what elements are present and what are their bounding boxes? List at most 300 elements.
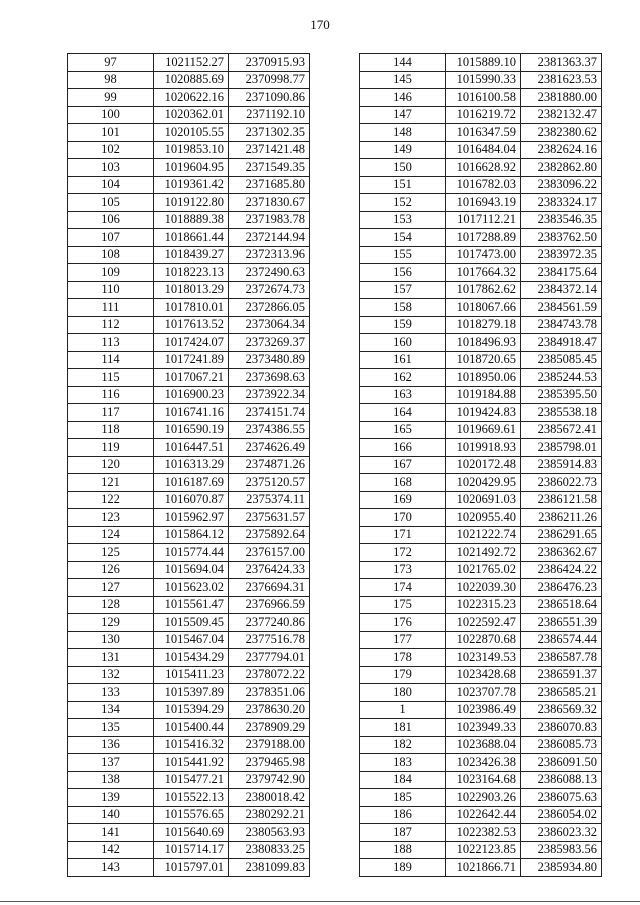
point-number-cell: 158 [360, 299, 446, 317]
table-row [360, 841, 602, 859]
point-number-cell: 128 [68, 596, 154, 614]
y-coordinate-cell: 2377516.78 [229, 631, 310, 649]
y-coordinate-cell: 2386291.65 [521, 526, 602, 544]
x-coordinate-cell: 1016590.19 [154, 421, 229, 439]
y-coordinate-cell: 2373269.37 [229, 334, 310, 352]
x-coordinate-cell: 1015477.21 [154, 771, 229, 789]
point-number-cell: 165 [360, 421, 446, 439]
x-coordinate-cell: 1022123.85 [446, 841, 521, 859]
point-number-cell: 126 [68, 561, 154, 579]
y-coordinate-cell: 2383762.50 [521, 229, 602, 247]
x-coordinate-cell: 1018013.29 [154, 281, 229, 299]
point-number-cell: 181 [360, 719, 446, 737]
y-coordinate-cell: 2377794.01 [229, 649, 310, 667]
table-row [360, 701, 602, 719]
x-coordinate-cell: 1017067.21 [154, 369, 229, 387]
y-coordinate-cell: 2384175.64 [521, 264, 602, 282]
x-coordinate-cell: 1015561.47 [154, 596, 229, 614]
x-coordinate-cell: 1021492.72 [446, 544, 521, 562]
x-coordinate-cell: 1020362.01 [154, 106, 229, 124]
point-number-cell: 130 [68, 631, 154, 649]
x-coordinate-cell: 1016347.59 [446, 124, 521, 142]
y-coordinate-cell: 2371983.78 [229, 211, 310, 229]
point-number-cell: 112 [68, 316, 154, 334]
y-coordinate-cell: 2374871.26 [229, 456, 310, 474]
y-coordinate-cell: 2385085.45 [521, 351, 602, 369]
y-coordinate-cell: 2371549.35 [229, 159, 310, 177]
y-coordinate-cell: 2373698.63 [229, 369, 310, 387]
y-coordinate-cell: 2385914.83 [521, 456, 602, 474]
x-coordinate-cell: 1023164.68 [446, 771, 521, 789]
point-number-cell: 129 [68, 614, 154, 632]
table-row [360, 806, 602, 824]
x-coordinate-cell: 1016313.29 [154, 456, 229, 474]
table-row [68, 369, 310, 387]
x-coordinate-cell: 1018067.66 [446, 299, 521, 317]
x-coordinate-cell: 1019918.93 [446, 439, 521, 457]
x-coordinate-cell: 1015509.45 [154, 614, 229, 632]
x-coordinate-cell: 1020691.03 [446, 491, 521, 509]
y-coordinate-cell: 2373922.34 [229, 386, 310, 404]
point-number-cell: 184 [360, 771, 446, 789]
table-row [360, 474, 602, 492]
table-row [360, 631, 602, 649]
point-number-cell: 115 [68, 369, 154, 387]
point-number-cell: 172 [360, 544, 446, 562]
table-row [68, 579, 310, 597]
point-number-cell: 116 [68, 386, 154, 404]
x-coordinate-cell: 1015774.44 [154, 544, 229, 562]
y-coordinate-cell: 2380292.21 [229, 806, 310, 824]
y-coordinate-cell: 2384918.47 [521, 334, 602, 352]
y-coordinate-cell: 2382132.47 [521, 106, 602, 124]
table-row [68, 334, 310, 352]
table-row [360, 404, 602, 422]
y-coordinate-cell: 2374151.74 [229, 404, 310, 422]
y-coordinate-cell: 2376424.33 [229, 561, 310, 579]
point-number-cell: 141 [68, 824, 154, 842]
y-coordinate-cell: 2385672.41 [521, 421, 602, 439]
table-row [360, 246, 602, 264]
x-coordinate-cell: 1015694.04 [154, 561, 229, 579]
table-row [360, 316, 602, 334]
point-number-cell: 167 [360, 456, 446, 474]
y-coordinate-cell: 2371830.67 [229, 194, 310, 212]
point-number-cell: 114 [68, 351, 154, 369]
x-coordinate-cell: 1016070.87 [154, 491, 229, 509]
y-coordinate-cell: 2371302.35 [229, 124, 310, 142]
table-row [68, 806, 310, 824]
table-row [360, 106, 602, 124]
x-coordinate-cell: 1016447.51 [154, 439, 229, 457]
x-coordinate-cell: 1015576.65 [154, 806, 229, 824]
y-coordinate-cell: 2384561.59 [521, 299, 602, 317]
y-coordinate-cell: 2385934.80 [521, 859, 602, 877]
y-coordinate-cell: 2375374.11 [229, 491, 310, 509]
table-row [360, 299, 602, 317]
y-coordinate-cell: 2371685.80 [229, 176, 310, 194]
x-coordinate-cell: 1023149.53 [446, 649, 521, 667]
x-coordinate-cell: 1016782.03 [446, 176, 521, 194]
point-number-cell: 175 [360, 596, 446, 614]
table-row [68, 824, 310, 842]
point-number-cell: 159 [360, 316, 446, 334]
table-row [360, 789, 602, 807]
table-row [68, 789, 310, 807]
point-number-cell: 138 [68, 771, 154, 789]
point-number-cell: 145 [360, 71, 446, 89]
y-coordinate-cell: 2375631.57 [229, 509, 310, 527]
y-coordinate-cell: 2382862.80 [521, 159, 602, 177]
x-coordinate-cell: 1023426.38 [446, 754, 521, 772]
y-coordinate-cell: 2381363.37 [521, 54, 602, 72]
point-number-cell: 164 [360, 404, 446, 422]
x-coordinate-cell: 1023428.68 [446, 666, 521, 684]
y-coordinate-cell: 2386088.13 [521, 771, 602, 789]
y-coordinate-cell: 2386587.78 [521, 649, 602, 667]
y-coordinate-cell: 2386054.02 [521, 806, 602, 824]
y-coordinate-cell: 2386211.26 [521, 509, 602, 527]
point-number-cell: 98 [68, 71, 154, 89]
x-coordinate-cell: 1015522.13 [154, 789, 229, 807]
point-number-cell: 135 [68, 719, 154, 737]
table-row [68, 229, 310, 247]
point-number-cell: 156 [360, 264, 446, 282]
point-number-cell: 147 [360, 106, 446, 124]
table-row [360, 544, 602, 562]
point-number-cell: 121 [68, 474, 154, 492]
table-row [68, 351, 310, 369]
x-coordinate-cell: 1015467.04 [154, 631, 229, 649]
x-coordinate-cell: 1020955.40 [446, 509, 521, 527]
table-row [68, 736, 310, 754]
y-coordinate-cell: 2376157.00 [229, 544, 310, 562]
table-row [68, 194, 310, 212]
y-coordinate-cell: 2386362.67 [521, 544, 602, 562]
table-row [68, 141, 310, 159]
table-row [68, 246, 310, 264]
point-number-cell: 171 [360, 526, 446, 544]
table-row [68, 159, 310, 177]
x-coordinate-cell: 1023986.49 [446, 701, 521, 719]
table-row [360, 561, 602, 579]
x-coordinate-cell: 1022315.23 [446, 596, 521, 614]
page-number: 170 [310, 17, 330, 32]
table-row [360, 124, 602, 142]
x-coordinate-cell: 1016187.69 [154, 474, 229, 492]
x-coordinate-cell: 1023949.33 [446, 719, 521, 737]
x-coordinate-cell: 1020885.69 [154, 71, 229, 89]
point-number-cell: 127 [68, 579, 154, 597]
x-coordinate-cell: 1018661.44 [154, 229, 229, 247]
table-row [360, 526, 602, 544]
y-coordinate-cell: 2373064.34 [229, 316, 310, 334]
y-coordinate-cell: 2372866.05 [229, 299, 310, 317]
point-number-cell: 146 [360, 89, 446, 107]
y-coordinate-cell: 2383546.35 [521, 211, 602, 229]
y-coordinate-cell: 2372490.63 [229, 264, 310, 282]
point-number-cell: 186 [360, 806, 446, 824]
y-coordinate-cell: 2386022.73 [521, 474, 602, 492]
x-coordinate-cell: 1018950.06 [446, 369, 521, 387]
point-number-cell: 107 [68, 229, 154, 247]
y-coordinate-cell: 2386023.32 [521, 824, 602, 842]
table-row [360, 281, 602, 299]
point-number-cell: 144 [360, 54, 446, 72]
table-row [68, 719, 310, 737]
x-coordinate-cell: 1016900.23 [154, 386, 229, 404]
table-row [360, 684, 602, 702]
table-row [360, 176, 602, 194]
y-coordinate-cell: 2386569.32 [521, 701, 602, 719]
x-coordinate-cell: 1019604.95 [154, 159, 229, 177]
x-coordinate-cell: 1018223.13 [154, 264, 229, 282]
x-coordinate-cell: 1022382.53 [446, 824, 521, 842]
x-coordinate-cell: 1023707.78 [446, 684, 521, 702]
point-number-cell: 140 [68, 806, 154, 824]
y-coordinate-cell: 2386551.39 [521, 614, 602, 632]
y-coordinate-cell: 2386070.83 [521, 719, 602, 737]
point-number-cell: 153 [360, 211, 446, 229]
table-row [68, 596, 310, 614]
point-number-cell: 131 [68, 649, 154, 667]
y-coordinate-cell: 2384743.78 [521, 316, 602, 334]
point-number-cell: 1 [360, 701, 446, 719]
table-row [360, 579, 602, 597]
point-number-cell: 169 [360, 491, 446, 509]
table-row [68, 666, 310, 684]
x-coordinate-cell: 1019122.80 [154, 194, 229, 212]
x-coordinate-cell: 1020622.16 [154, 89, 229, 107]
table-row [68, 701, 310, 719]
point-number-cell: 133 [68, 684, 154, 702]
table-row [68, 124, 310, 142]
point-number-cell: 173 [360, 561, 446, 579]
y-coordinate-cell: 2386091.50 [521, 754, 602, 772]
point-number-cell: 103 [68, 159, 154, 177]
table-row [68, 614, 310, 632]
point-number-cell: 163 [360, 386, 446, 404]
point-number-cell: 170 [360, 509, 446, 527]
x-coordinate-cell: 1017810.01 [154, 299, 229, 317]
point-number-cell: 187 [360, 824, 446, 842]
table-row [68, 544, 310, 562]
point-number-cell: 177 [360, 631, 446, 649]
table-row [360, 509, 602, 527]
point-number-cell: 161 [360, 351, 446, 369]
point-number-cell: 188 [360, 841, 446, 859]
table-row [360, 771, 602, 789]
x-coordinate-cell: 1020105.55 [154, 124, 229, 142]
x-coordinate-cell: 1015441.92 [154, 754, 229, 772]
table-row [68, 509, 310, 527]
table-row [68, 386, 310, 404]
y-coordinate-cell: 2386085.73 [521, 736, 602, 754]
table-row [68, 264, 310, 282]
x-coordinate-cell: 1015411.23 [154, 666, 229, 684]
table-row [68, 771, 310, 789]
y-coordinate-cell: 2374626.49 [229, 439, 310, 457]
point-number-cell: 162 [360, 369, 446, 387]
table-row [68, 211, 310, 229]
table-row [68, 561, 310, 579]
x-coordinate-cell: 1017473.00 [446, 246, 521, 264]
y-coordinate-cell: 2381880.00 [521, 89, 602, 107]
table-row [68, 106, 310, 124]
table-row [68, 491, 310, 509]
y-coordinate-cell: 2371192.10 [229, 106, 310, 124]
table-row [360, 736, 602, 754]
x-coordinate-cell: 1021866.71 [446, 859, 521, 877]
x-coordinate-cell: 1017288.89 [446, 229, 521, 247]
x-coordinate-cell: 1017241.89 [154, 351, 229, 369]
point-number-cell: 155 [360, 246, 446, 264]
y-coordinate-cell: 2372313.96 [229, 246, 310, 264]
table-row [360, 649, 602, 667]
y-coordinate-cell: 2374386.55 [229, 421, 310, 439]
x-coordinate-cell: 1023688.04 [446, 736, 521, 754]
x-coordinate-cell: 1016741.16 [154, 404, 229, 422]
y-coordinate-cell: 2384372.14 [521, 281, 602, 299]
x-coordinate-cell: 1018889.38 [154, 211, 229, 229]
coordinates-table-right [359, 53, 602, 877]
point-number-cell: 151 [360, 176, 446, 194]
table-row [68, 684, 310, 702]
table-row [360, 596, 602, 614]
y-coordinate-cell: 2380563.93 [229, 824, 310, 842]
point-number-cell: 149 [360, 141, 446, 159]
table-row [360, 456, 602, 474]
table-row [68, 404, 310, 422]
point-number-cell: 185 [360, 789, 446, 807]
point-number-cell: 189 [360, 859, 446, 877]
table-row [68, 754, 310, 772]
point-number-cell: 137 [68, 754, 154, 772]
table-row [360, 264, 602, 282]
point-number-cell: 108 [68, 246, 154, 264]
y-coordinate-cell: 2386476.23 [521, 579, 602, 597]
point-number-cell: 109 [68, 264, 154, 282]
y-coordinate-cell: 2378630.20 [229, 701, 310, 719]
table-row [68, 456, 310, 474]
x-coordinate-cell: 1015397.89 [154, 684, 229, 702]
point-number-cell: 102 [68, 141, 154, 159]
x-coordinate-cell: 1018439.27 [154, 246, 229, 264]
point-number-cell: 101 [68, 124, 154, 142]
y-coordinate-cell: 2386585.21 [521, 684, 602, 702]
y-coordinate-cell: 2378909.29 [229, 719, 310, 737]
point-number-cell: 117 [68, 404, 154, 422]
y-coordinate-cell: 2385798.01 [521, 439, 602, 457]
y-coordinate-cell: 2375120.57 [229, 474, 310, 492]
y-coordinate-cell: 2379742.90 [229, 771, 310, 789]
x-coordinate-cell: 1015889.10 [446, 54, 521, 72]
table-row [68, 421, 310, 439]
y-coordinate-cell: 2376694.31 [229, 579, 310, 597]
point-number-cell: 179 [360, 666, 446, 684]
y-coordinate-cell: 2377240.86 [229, 614, 310, 632]
y-coordinate-cell: 2373480.89 [229, 351, 310, 369]
x-coordinate-cell: 1018720.65 [446, 351, 521, 369]
point-number-cell: 105 [68, 194, 154, 212]
x-coordinate-cell: 1019853.10 [154, 141, 229, 159]
x-coordinate-cell: 1022903.26 [446, 789, 521, 807]
x-coordinate-cell: 1019424.83 [446, 404, 521, 422]
x-coordinate-cell: 1020429.95 [446, 474, 521, 492]
table-row [360, 421, 602, 439]
y-coordinate-cell: 2380018.42 [229, 789, 310, 807]
table-row [68, 439, 310, 457]
y-coordinate-cell: 2381623.53 [521, 71, 602, 89]
point-number-cell: 136 [68, 736, 154, 754]
table-row [68, 316, 310, 334]
x-coordinate-cell: 1020172.48 [446, 456, 521, 474]
point-number-cell: 166 [360, 439, 446, 457]
x-coordinate-cell: 1016219.72 [446, 106, 521, 124]
x-coordinate-cell: 1015797.01 [154, 859, 229, 877]
table-row [360, 71, 602, 89]
point-number-cell: 110 [68, 281, 154, 299]
y-coordinate-cell: 2383324.17 [521, 194, 602, 212]
point-number-cell: 142 [68, 841, 154, 859]
point-number-cell: 119 [68, 439, 154, 457]
point-number-cell: 154 [360, 229, 446, 247]
table-row [68, 526, 310, 544]
point-number-cell: 111 [68, 299, 154, 317]
x-coordinate-cell: 1016943.19 [446, 194, 521, 212]
x-coordinate-cell: 1021765.02 [446, 561, 521, 579]
table-row [68, 631, 310, 649]
y-coordinate-cell: 2370998.77 [229, 71, 310, 89]
point-number-cell: 125 [68, 544, 154, 562]
y-coordinate-cell: 2378072.22 [229, 666, 310, 684]
table-row [360, 666, 602, 684]
x-coordinate-cell: 1021152.27 [154, 54, 229, 72]
table-row [360, 194, 602, 212]
y-coordinate-cell: 2372674.73 [229, 281, 310, 299]
x-coordinate-cell: 1019669.61 [446, 421, 521, 439]
y-coordinate-cell: 2386075.63 [521, 789, 602, 807]
x-coordinate-cell: 1015623.02 [154, 579, 229, 597]
y-coordinate-cell: 2385538.18 [521, 404, 602, 422]
table-row [68, 859, 310, 877]
y-coordinate-cell: 2386574.44 [521, 631, 602, 649]
point-number-cell: 176 [360, 614, 446, 632]
point-number-cell: 97 [68, 54, 154, 72]
x-coordinate-cell: 1022592.47 [446, 614, 521, 632]
table-row [360, 159, 602, 177]
table-row [68, 841, 310, 859]
table-row [68, 176, 310, 194]
y-coordinate-cell: 2379465.98 [229, 754, 310, 772]
table-row [68, 474, 310, 492]
x-coordinate-cell: 1022870.68 [446, 631, 521, 649]
coordinates-table-left [67, 53, 310, 877]
table-row [360, 824, 602, 842]
point-number-cell: 148 [360, 124, 446, 142]
point-number-cell: 174 [360, 579, 446, 597]
x-coordinate-cell: 1015962.97 [154, 509, 229, 527]
x-coordinate-cell: 1015394.29 [154, 701, 229, 719]
y-coordinate-cell: 2375892.64 [229, 526, 310, 544]
table-row [68, 54, 310, 72]
table-row [360, 754, 602, 772]
point-number-cell: 178 [360, 649, 446, 667]
y-coordinate-cell: 2376966.59 [229, 596, 310, 614]
table-row [360, 141, 602, 159]
x-coordinate-cell: 1022642.44 [446, 806, 521, 824]
table-row [360, 211, 602, 229]
